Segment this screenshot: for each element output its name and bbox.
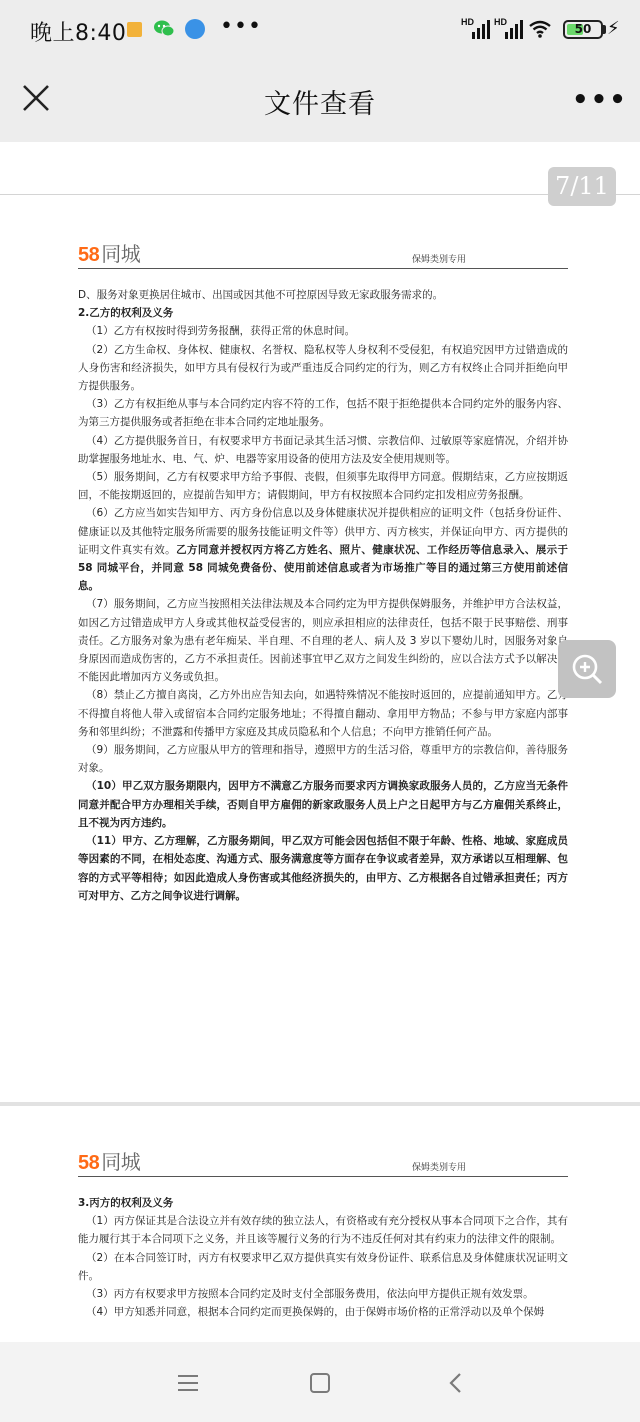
page-header xyxy=(78,238,568,269)
text-line: （1）丙方保证其是合法设立并有效存续的独立法人，有资格或有充分授权从事本合同项下之合作，其有能力履行其于本合同项下之义务，并且该等履行义务的行为不违反任何对其有约束力的法律文件的限制。 xyxy=(78,1215,568,1246)
text-line: （4）甲方知悉并同意，根据本合同约定而更换保姆的，由于保姆市场价格的正常浮动以及单个保姆 xyxy=(86,1306,545,1319)
text-line: （1）乙方有权按时得到劳务报酬，获得正常的休息时间。 xyxy=(86,325,356,338)
bubble-icon xyxy=(185,19,205,39)
text-line: （10）甲乙双方服务期限内，因甲方不满意乙方服务而要求丙方调换家政服务人员的，乙方应当无条件同意并配合甲方办理相关手续，否则自甲方雇佣的新家政服务人员上户之日起甲方与乙方雇佣关系终止，且不视为丙方违约。 xyxy=(78,780,568,829)
section-heading: 2.乙方的权利及义务 xyxy=(78,307,174,320)
text-line: （2）乙方生命权、身体权、健康权、名誉权、隐私权等人身权利不受侵犯，有权追究因甲方过错造成的人身伤害和经济损失，如甲方具有侵权行为或严重违反合同约定的行为，则乙方有权终止合同并拒绝向甲方提供服务。 xyxy=(78,343,568,393)
header-label: 保姆类别专用 xyxy=(411,255,466,265)
text-line: （5）服务期间，乙方有权要求甲方给予事假、丧假，但须事先取得甲方同意。假期结束，乙方应按期返回，不能按期返回的，应提前告知甲方；请假期间，甲方有权按照本合同约定扣发相应劳务报酬。 xyxy=(78,471,568,502)
menu-icon[interactable] xyxy=(178,1374,198,1392)
section-heading: 3.丙方的权利及义务 xyxy=(78,1197,174,1209)
document-text xyxy=(78,1194,568,1321)
text-line: （4）乙方提供服务首日，有权要求甲方书面记录其生活习惯、宗教信仰、过敏原等家庭情况，介绍并协助掌握服务地址水、电、气、炉、电器等家用设备的使用方法及安全使用规则等。 xyxy=(78,434,568,465)
text-line: （7）服务期间，乙方应当按照相关法律法规及本合同约定为甲方提供保姆服务，并维护甲方合法权益，如因乙方过错造成甲方人身或其他权益受侵害的，则应承担相应的法律责任，包括不限于民事赔偿、刑事责任。乙方服务对象为患有老年痴呆、半自理、不自理的老人、病人及 3 岁以下婴幼儿时，因服务对象自身原因而造成伤害的，乙方不承担责任。因前述事宜甲乙双方之间发生纠纷的，应以合法方式予以解决，不能因此增加丙方义务或负担。 xyxy=(78,598,568,684)
company-logo xyxy=(78,1146,140,1175)
page-title: 文件查看 xyxy=(264,89,376,120)
logo-text: 同城 xyxy=(101,244,141,266)
header-label: 保姆类别专用 xyxy=(411,1163,466,1173)
page-header xyxy=(78,1146,568,1177)
home-icon[interactable] xyxy=(310,1373,330,1393)
logo-number: 58 xyxy=(78,1152,100,1174)
more-icon[interactable]: ••• xyxy=(572,85,628,115)
hd-label: HD xyxy=(494,17,507,27)
text-span: （6）乙方应当如实告知甲方、丙方身份信息以及身体健康状况并提供相应的证明文件（包括身份证件、健康证以及其他特定服务所需要的服务技能证明文件等）供甲方、丙方核实，并保证向甲方、丙方提供的证明文件真实有效。 xyxy=(78,507,568,556)
back-icon[interactable] xyxy=(446,1372,466,1394)
text-line: （11）甲方、乙方理解，乙方服务期间，甲乙双方可能会因包括但不限于年龄、性格、地域、家庭成员等因素的不同，在相处态度、沟通方式、服务满意度等方面存在争议或者差异，双方承诺以互相理解、包容的方式平等相待；如因此造成人身伤害或其他经济损失的，由甲方、乙方根据各自过错承担责任；丙方可对甲方、乙方之间争议进行调解。 xyxy=(78,835,568,902)
text-line: （3）乙方有权拒绝从事与本合同约定内容不符的工作，包括不限于拒绝提供本合同约定外的服务内容、为第三方提供服务或者拒绝在非本合同约定地址服务。 xyxy=(78,398,568,429)
hd-label: HD xyxy=(461,17,474,27)
document-text xyxy=(78,286,568,905)
bold-clause: 乙方同意并授权丙方将乙方姓名、照片、健康状况、工作经历等信息录入、展示于 58 同城平台，并同意 58 同城免费备份、使用前述信息或者为市场推广等目的通过第三方使用前述信息。 xyxy=(78,543,569,593)
logo-text: 同城 xyxy=(101,1152,141,1174)
signal-icon xyxy=(462,18,492,40)
page-separator xyxy=(0,1102,640,1106)
company-logo xyxy=(78,238,140,267)
status-bar xyxy=(0,0,640,60)
status-time: 晚上8:40 xyxy=(30,21,127,46)
system-nav-bar xyxy=(0,1342,640,1422)
more-dots-icon: ••• xyxy=(220,14,262,39)
signal-icon xyxy=(495,18,525,40)
text-line: （8）禁止乙方擅自离岗，乙方外出应告知去向，如遇特殊情况不能按时返回的，应提前通知甲方。乙方不得擅自将他人带入或留宿本合同约定服务地址；不得擅自翻动、拿用甲方物品；不参与甲方家庭内部事务和邻里纠纷；不泄露和传播甲方家庭及其成员隐私和个人信息；不向甲方推销任何产品。 xyxy=(78,689,568,738)
zoom-in-icon[interactable] xyxy=(558,640,616,698)
battery-tip xyxy=(603,25,606,34)
text-line: （3）丙方有权要求甲方按照本合同约定及时支付全部服务费用，依法向甲方提供正规有效发票。 xyxy=(86,1288,534,1301)
text-line: D、服务对象更换居住城市、出国或因其他不可控原因导致无家政服务需求的。 xyxy=(78,289,444,301)
note-icon xyxy=(127,22,142,37)
battery-level: 50 xyxy=(574,22,592,36)
text-line: （2）在本合同签订时，丙方有权要求甲乙双方提供真实有效身份证件、联系信息及身体健康状况证明文件。 xyxy=(78,1251,568,1282)
text-line: （9）服务期间，乙方应服从甲方的管理和指导，遵照甲方的生活习俗，尊重甲方的宗教信仰，善待服务对象。 xyxy=(78,744,568,775)
document-viewer[interactable] xyxy=(0,142,640,1342)
wechat-icon xyxy=(153,19,175,39)
app-header xyxy=(0,60,640,142)
text-line xyxy=(78,504,568,595)
wifi-icon xyxy=(528,19,552,39)
page-divider xyxy=(0,194,640,195)
page-indicator: 7/11 xyxy=(548,167,616,206)
logo-number: 58 xyxy=(78,244,100,266)
battery-icon xyxy=(563,20,603,39)
charging-icon: ⚡ xyxy=(607,18,620,39)
